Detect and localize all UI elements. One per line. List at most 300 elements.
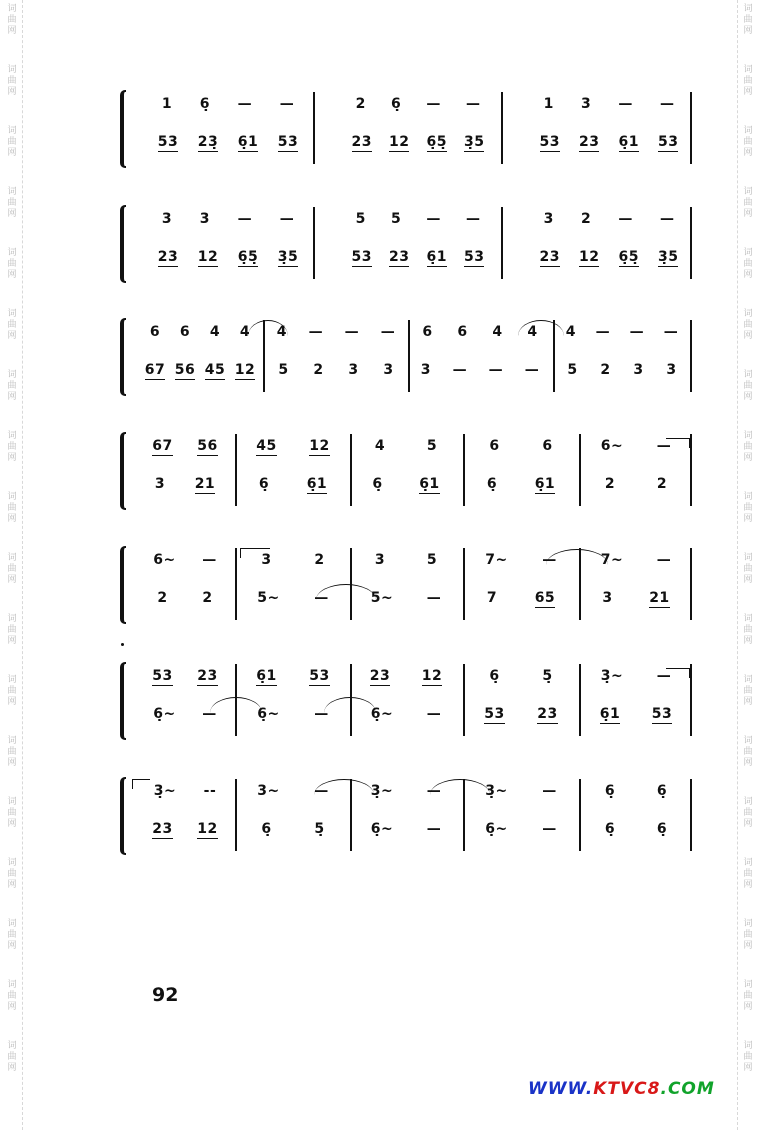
watermark-glyph: 词 xyxy=(743,736,753,746)
watermark-glyph: 词 xyxy=(743,65,753,75)
note: 6̣1 xyxy=(237,134,259,150)
note: — xyxy=(663,324,679,340)
note: 5~ xyxy=(257,590,280,606)
watermark-glyph-group xyxy=(2,553,22,586)
note: — xyxy=(314,783,329,799)
watermark-glyph: 网 xyxy=(7,453,17,463)
watermark-glyph-group xyxy=(2,614,22,647)
note: — xyxy=(202,706,217,722)
system-bracket xyxy=(120,662,126,740)
barline xyxy=(690,664,692,736)
note: 67 xyxy=(152,438,173,454)
watermark-glyph: 网 xyxy=(7,87,17,97)
lower-voice xyxy=(584,590,688,608)
watermark-glyph: 曲 xyxy=(7,137,17,147)
watermark-glyph: 曲 xyxy=(7,991,17,1001)
lower-voice xyxy=(148,249,308,267)
note: 4 xyxy=(527,324,538,340)
system-bracket xyxy=(120,777,126,855)
watermark-glyph: 曲 xyxy=(7,503,17,513)
watermark-glyph: 词 xyxy=(743,858,753,868)
note: 23 xyxy=(152,821,173,837)
note: 2 xyxy=(656,476,668,492)
upper-voice xyxy=(343,211,493,227)
lower-voice xyxy=(530,249,688,267)
watermark-glyph: 曲 xyxy=(743,381,753,391)
measure xyxy=(468,432,574,512)
upper-voice xyxy=(140,324,260,340)
upper-voice xyxy=(240,438,346,456)
watermark-glyph: 曲 xyxy=(7,625,17,635)
watermark-glyph: 网 xyxy=(743,636,753,646)
note: 2 xyxy=(604,476,616,492)
note: 6̣1 xyxy=(426,249,447,265)
watermark-glyph: 网 xyxy=(743,148,753,158)
watermark-glyph-group xyxy=(738,858,758,891)
site-url-name: KTVC8 xyxy=(593,1079,661,1099)
watermark-glyph: 曲 xyxy=(743,76,753,86)
note: 6 xyxy=(422,324,433,340)
barline xyxy=(501,92,503,164)
watermark-glyph: 词 xyxy=(7,919,17,929)
barline xyxy=(690,320,692,392)
measure xyxy=(343,90,493,170)
note: 2 xyxy=(314,552,325,568)
note: 3 xyxy=(261,552,272,568)
lower-voice xyxy=(140,821,230,839)
watermark-glyph: 曲 xyxy=(743,1052,753,1062)
watermark-glyph: 词 xyxy=(743,248,753,258)
lower-voice xyxy=(240,821,346,837)
note: 45 xyxy=(204,362,226,378)
watermark-glyph: 曲 xyxy=(743,564,753,574)
watermark-glyph: 词 xyxy=(743,309,753,319)
note: 3̣5 xyxy=(464,134,485,150)
note: 6 xyxy=(149,324,161,340)
watermark-glyph: 网 xyxy=(743,514,753,524)
note: 12 xyxy=(389,134,410,150)
watermark-glyph: 词 xyxy=(7,675,17,685)
note: 5̣ xyxy=(314,821,325,837)
upper-voice xyxy=(584,783,688,799)
lower-voice xyxy=(343,134,493,152)
note: 56 xyxy=(197,438,218,454)
note: 6̣~ xyxy=(485,821,508,837)
note: — xyxy=(465,211,481,227)
note: 6̣~ xyxy=(257,706,280,722)
note: 53 xyxy=(484,706,505,722)
watermark-glyph: 曲 xyxy=(743,625,753,635)
note: 4 xyxy=(239,324,251,340)
watermark-glyph: 网 xyxy=(7,880,17,890)
note: — xyxy=(426,821,442,837)
note: 12 xyxy=(197,249,219,265)
system-bracket xyxy=(120,432,126,510)
watermark-glyph-group xyxy=(738,65,758,98)
watermark-glyph: 曲 xyxy=(743,747,753,757)
barline xyxy=(313,92,315,164)
watermark-glyph: 网 xyxy=(7,758,17,768)
note: 3 xyxy=(383,362,394,378)
lower-voice xyxy=(410,362,550,378)
measure xyxy=(140,777,230,857)
note: 6̣~ xyxy=(153,706,176,722)
watermark-glyph: 曲 xyxy=(7,442,17,452)
note: 6̣ xyxy=(261,821,272,837)
system-bracket xyxy=(120,546,126,624)
lower-voice xyxy=(468,821,574,837)
watermark-glyph: 曲 xyxy=(7,869,17,879)
note: 3~ xyxy=(257,783,280,799)
watermark-glyph-group xyxy=(738,980,758,1013)
note: 6̣1 xyxy=(534,476,556,492)
watermark-glyph: 曲 xyxy=(7,1052,17,1062)
note: 21 xyxy=(649,590,670,606)
note: 6~ xyxy=(153,552,176,568)
measure xyxy=(468,662,574,742)
note: 53 xyxy=(464,249,485,265)
barline xyxy=(350,434,352,506)
note: — xyxy=(542,783,557,799)
note: 4 xyxy=(209,324,221,340)
upper-voice xyxy=(140,783,230,799)
note: — xyxy=(542,552,557,568)
note: 4 xyxy=(374,438,386,454)
watermark-glyph-group xyxy=(738,309,758,342)
note: — xyxy=(426,783,442,799)
lower-voice xyxy=(354,821,458,837)
barline xyxy=(235,548,237,620)
note: 1 xyxy=(161,96,173,112)
measure xyxy=(148,90,308,170)
measure xyxy=(530,90,688,170)
note: 6̣1 xyxy=(306,476,328,492)
left-watermark-strip xyxy=(2,0,23,1130)
system-bracket xyxy=(120,90,126,168)
watermark-glyph: 曲 xyxy=(743,808,753,818)
watermark-glyph: 曲 xyxy=(7,259,17,269)
site-url-suffix: .COM xyxy=(660,1079,715,1099)
note: 6̣ xyxy=(656,783,668,799)
system-bracket xyxy=(120,205,126,283)
site-watermark-url xyxy=(528,1079,715,1099)
watermark-glyph: 网 xyxy=(7,331,17,341)
measure xyxy=(266,318,406,398)
barline xyxy=(235,434,237,506)
watermark-glyph: 曲 xyxy=(743,503,753,513)
watermark-glyph: 网 xyxy=(743,453,753,463)
upper-voice xyxy=(140,668,230,686)
watermark-glyph: 网 xyxy=(743,270,753,280)
note: — xyxy=(595,324,611,340)
note: 3 xyxy=(154,476,166,492)
note: 5 xyxy=(278,362,289,378)
watermark-glyph-group xyxy=(738,797,758,830)
note: 3 xyxy=(348,362,359,378)
note: 23 xyxy=(579,134,600,150)
measure xyxy=(354,546,458,626)
watermark-glyph: 曲 xyxy=(7,198,17,208)
watermark-glyph: 曲 xyxy=(7,564,17,574)
lower-voice xyxy=(140,590,230,606)
upper-voice xyxy=(354,438,458,454)
note: 3̣~ xyxy=(485,783,508,799)
note: 3 xyxy=(602,590,613,606)
note: 67 xyxy=(144,362,166,378)
note: 7~ xyxy=(485,552,508,568)
watermark-glyph: 曲 xyxy=(7,686,17,696)
note: 6̣ xyxy=(390,96,402,112)
note: 5 xyxy=(426,438,438,454)
note: 53 xyxy=(539,134,560,150)
note: 6̣1 xyxy=(618,134,639,150)
watermark-glyph: 词 xyxy=(743,614,753,624)
measure xyxy=(530,205,688,285)
note: 23 xyxy=(369,668,391,684)
watermark-glyph-group xyxy=(2,492,22,525)
watermark-glyph: 词 xyxy=(743,4,753,14)
note: 5 xyxy=(567,362,578,378)
barline xyxy=(501,207,503,279)
note: — xyxy=(618,211,633,227)
watermark-glyph: 词 xyxy=(7,1041,17,1051)
lower-voice xyxy=(140,362,260,380)
note: 3 xyxy=(199,211,210,227)
measure xyxy=(343,205,493,285)
lower-voice xyxy=(140,476,230,494)
note: 6̣1 xyxy=(256,668,277,684)
note: — xyxy=(426,96,441,112)
watermark-glyph-group xyxy=(738,736,758,769)
lower-voice xyxy=(468,590,574,608)
watermark-glyph: 词 xyxy=(7,736,17,746)
watermark-glyph: 网 xyxy=(743,880,753,890)
note: 6 xyxy=(179,324,191,340)
watermark-glyph: 曲 xyxy=(7,747,17,757)
tie-bracket xyxy=(240,548,270,558)
watermark-glyph-group xyxy=(2,919,22,952)
barline xyxy=(463,434,465,506)
watermark-glyph: 词 xyxy=(7,858,17,868)
note: 5̣ xyxy=(542,668,553,684)
note: 3 xyxy=(420,362,432,378)
measure xyxy=(140,318,260,398)
watermark-glyph: 曲 xyxy=(743,869,753,879)
watermark-glyph: 曲 xyxy=(743,259,753,269)
note: 53 xyxy=(152,668,173,684)
note: — xyxy=(618,96,633,112)
watermark-glyph: 曲 xyxy=(743,15,753,25)
watermark-glyph: 曲 xyxy=(743,198,753,208)
note: 3̣~ xyxy=(370,783,394,799)
note: 6̣1 xyxy=(419,476,440,492)
note: — xyxy=(656,438,672,454)
note: — xyxy=(629,324,645,340)
note: 6̣ xyxy=(486,476,498,492)
lower-voice xyxy=(148,134,308,152)
note: 53 xyxy=(309,668,330,684)
note: 4 xyxy=(565,324,577,340)
watermark-glyph: 网 xyxy=(7,26,17,36)
watermark-glyph: 词 xyxy=(7,553,17,563)
lower-voice xyxy=(556,362,688,378)
watermark-glyph: 曲 xyxy=(7,808,17,818)
watermark-glyph: 词 xyxy=(743,919,753,929)
watermark-glyph: 曲 xyxy=(7,15,17,25)
note: 65 xyxy=(534,590,556,606)
note: 2 xyxy=(313,362,324,378)
watermark-glyph: 词 xyxy=(7,65,17,75)
lower-voice xyxy=(584,476,688,492)
note: 12 xyxy=(234,362,256,378)
watermark-glyph: 曲 xyxy=(743,320,753,330)
watermark-glyph: 词 xyxy=(7,797,17,807)
watermark-glyph: 网 xyxy=(743,209,753,219)
watermark-glyph: 网 xyxy=(743,1063,753,1073)
watermark-glyph: 网 xyxy=(743,87,753,97)
note: 5 xyxy=(355,211,366,227)
watermark-glyph: 网 xyxy=(7,1063,17,1073)
lower-voice xyxy=(468,476,574,494)
note: — xyxy=(426,590,442,606)
watermark-glyph: 曲 xyxy=(743,991,753,1001)
note: 7 xyxy=(486,590,498,606)
page-number: 92 xyxy=(152,984,179,1006)
watermark-glyph: 网 xyxy=(7,148,17,158)
note: 3 xyxy=(161,211,173,227)
note: 6~ xyxy=(600,438,624,454)
note: — xyxy=(314,706,329,722)
lower-voice xyxy=(266,362,406,378)
lower-voice xyxy=(343,249,493,267)
note: 5~ xyxy=(370,590,394,606)
barline xyxy=(690,434,692,506)
measure xyxy=(354,432,458,512)
note: 6̣1 xyxy=(599,706,621,722)
watermark-glyph: 网 xyxy=(743,26,753,36)
note: 4 xyxy=(492,324,503,340)
note: 6̣5̣ xyxy=(426,134,447,150)
score-system xyxy=(118,90,698,170)
watermark-glyph: 词 xyxy=(7,248,17,258)
note: 53 xyxy=(658,134,679,150)
watermark-glyph: 网 xyxy=(7,270,17,280)
upper-voice xyxy=(354,668,458,686)
note: 53 xyxy=(157,134,179,150)
note: 23 xyxy=(197,668,218,684)
watermark-glyph: 曲 xyxy=(743,442,753,452)
watermark-glyph-group xyxy=(738,553,758,586)
measure xyxy=(148,205,308,285)
watermark-glyph: 曲 xyxy=(7,76,17,86)
watermark-glyph: 词 xyxy=(743,1041,753,1051)
note: 3̣~ xyxy=(600,668,624,684)
note: 56 xyxy=(174,362,196,378)
note: 6 xyxy=(489,438,500,454)
watermark-glyph: 网 xyxy=(7,819,17,829)
watermark-glyph: 词 xyxy=(7,492,17,502)
barline xyxy=(690,92,692,164)
watermark-glyph-group xyxy=(2,736,22,769)
watermark-glyph-group xyxy=(2,187,22,220)
watermark-glyph: 网 xyxy=(743,392,753,402)
note: — xyxy=(656,552,672,568)
note: — xyxy=(659,211,675,227)
note: — xyxy=(308,324,324,340)
note: — xyxy=(314,590,329,606)
watermark-glyph: 词 xyxy=(7,309,17,319)
upper-voice xyxy=(354,552,458,568)
measure xyxy=(240,432,346,512)
note: 23 xyxy=(539,249,560,265)
note: 12 xyxy=(421,668,443,684)
watermark-glyph: 词 xyxy=(743,980,753,990)
watermark-glyph: 网 xyxy=(7,941,17,951)
watermark-glyph: 网 xyxy=(7,636,17,646)
note: 5 xyxy=(390,211,402,227)
barline xyxy=(579,779,581,851)
note: 7~ xyxy=(600,552,624,568)
watermark-glyph: 曲 xyxy=(743,930,753,940)
note: — xyxy=(524,362,540,378)
lower-voice xyxy=(530,134,688,152)
note: 3̣~ xyxy=(153,783,177,799)
watermark-glyph: 词 xyxy=(7,126,17,136)
note: 6̣~ xyxy=(370,821,394,837)
watermark-glyph: 词 xyxy=(7,187,17,197)
note: 21 xyxy=(194,476,216,492)
watermark-glyph-group xyxy=(738,492,758,525)
lower-voice xyxy=(240,476,346,494)
barline xyxy=(579,664,581,736)
watermark-glyph: 曲 xyxy=(7,381,17,391)
note: — xyxy=(237,96,253,112)
score-system xyxy=(118,546,698,626)
note: — xyxy=(426,211,441,227)
note: 2 xyxy=(157,590,168,606)
upper-voice xyxy=(530,96,688,112)
score-system xyxy=(118,318,698,398)
upper-voice xyxy=(530,211,688,227)
watermark-glyph: 网 xyxy=(7,575,17,585)
watermark-glyph: 词 xyxy=(7,980,17,990)
note: 6̣ xyxy=(489,668,500,684)
watermark-glyph: 网 xyxy=(743,941,753,951)
watermark-glyph: 网 xyxy=(7,209,17,219)
score-system xyxy=(118,432,698,512)
note: 6̣~ xyxy=(370,706,394,722)
watermark-glyph-group xyxy=(738,4,758,37)
note: -- xyxy=(203,783,217,799)
note: 12 xyxy=(579,249,600,265)
score-system xyxy=(118,205,698,285)
watermark-glyph-group xyxy=(2,675,22,708)
upper-voice xyxy=(468,438,574,454)
note: 23 xyxy=(389,249,410,265)
note: 3̣5 xyxy=(277,249,299,265)
watermark-glyph: 网 xyxy=(743,819,753,829)
note: 23 xyxy=(157,249,179,265)
note: 53 xyxy=(277,134,299,150)
upper-voice xyxy=(148,211,308,227)
tie-bracket xyxy=(666,438,690,448)
barline xyxy=(690,779,692,851)
note: 6̣ xyxy=(604,783,616,799)
watermark-glyph-group xyxy=(2,126,22,159)
note: 6̣ xyxy=(656,821,668,837)
upper-voice xyxy=(240,668,346,686)
note: — xyxy=(659,96,675,112)
